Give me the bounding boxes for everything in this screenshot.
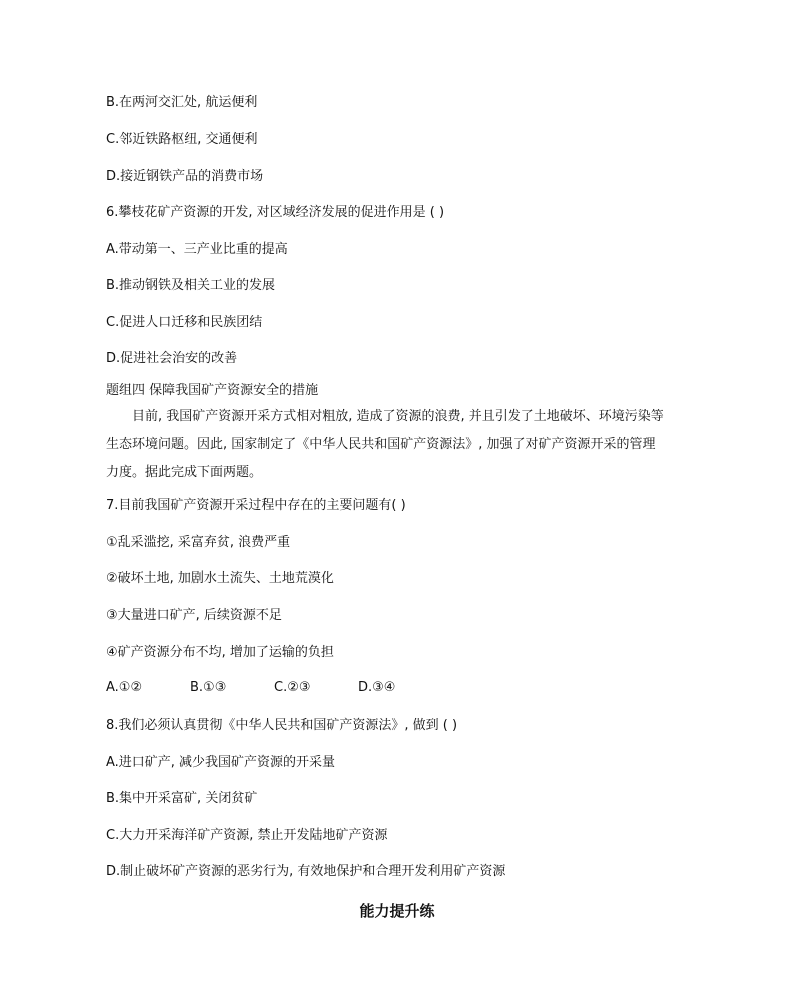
- question-8-option-a: A.进口矿产, 减少我国矿产资源的开采量: [106, 755, 336, 770]
- question-7-item-4: ④矿产资源分布不均, 增加了运输的负担: [106, 645, 334, 660]
- question-6-option-c: C.促进人口迁移和民族团结: [106, 315, 263, 330]
- question-7-option-d: D.③④: [358, 680, 396, 695]
- question-6-option-b: B.推动钢铁及相关工业的发展: [106, 278, 276, 293]
- question-8-option-b: B.集中开采富矿, 关闭贫矿: [106, 791, 258, 806]
- question-6-option-a: A.带动第一、三产业比重的提高: [106, 242, 288, 257]
- option-d-line: D.接近钢铁产品的消费市场: [106, 169, 264, 184]
- option-c-line: C.邻近铁路枢纽, 交通便利: [106, 132, 258, 147]
- option-b-line: B.在两河交汇处, 航运便利: [106, 95, 258, 110]
- question-7-option-c: C.②③: [274, 680, 311, 695]
- question-8-option-d: D.制止破坏矿产资源的恶劣行为, 有效地保护和合理开发利用矿产资源: [106, 864, 506, 879]
- group-4-paragraph: [106, 403, 666, 487]
- paragraph-text: 目前, 我国矿产资源开采方式相对粗放, 造成了资源的浪费, 并且引发了土地破坏、环境污染等生态环境问题。因此, 国家制定了《中华人民共和国矿产资源法》, 加强了对矿产资源开采的管理力度。据此完成下面两题。: [106, 409, 664, 480]
- question-6-option-d: D.促进社会治安的改善: [106, 351, 238, 366]
- question-8: 8.我们必须认真贯彻《中华人民共和国矿产资源法》, 做到 ( ): [106, 718, 458, 733]
- section-heading: 能力提升练: [359, 902, 435, 920]
- question-7-item-1: ①乱采滥挖, 采富弃贫, 浪费严重: [106, 535, 291, 550]
- question-7: 7.目前我国矿产资源开采过程中存在的主要问题有( ): [106, 498, 406, 513]
- question-7-item-3: ③大量进口矿产, 后续资源不足: [106, 608, 282, 623]
- question-7-option-a: A.①②: [106, 680, 143, 695]
- group-4-heading: 题组四 保障我国矿产资源安全的措施: [106, 383, 319, 398]
- question-7-option-b: B.①③: [190, 680, 227, 695]
- question-8-option-c: C.大力开采海洋矿产资源, 禁止开发陆地矿产资源: [106, 828, 388, 843]
- question-7-options: [106, 680, 395, 696]
- question-6: 6.攀枝花矿产资源的开发, 对区域经济发展的促进作用是 ( ): [106, 205, 445, 220]
- question-7-item-2: ②破坏土地, 加剧水土流失、土地荒漠化: [106, 571, 334, 586]
